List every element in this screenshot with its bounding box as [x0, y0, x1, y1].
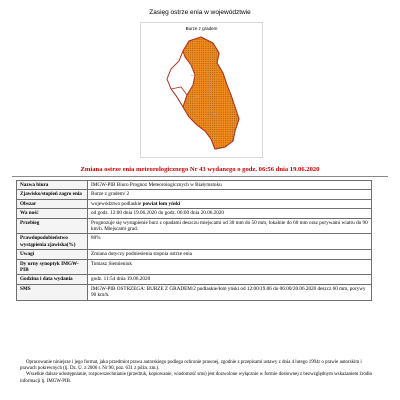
title-divider [12, 176, 388, 177]
row-value-area [88, 199, 372, 208]
warning-map [140, 22, 263, 158]
table-row [17, 181, 372, 190]
row-label-validity: Wa ność [17, 209, 88, 218]
row-value-issued: godz. 11:54 dnia 19.06.2020 [88, 275, 372, 284]
row-label-sms: SMS [17, 284, 88, 300]
table-row [17, 218, 372, 234]
table-row [17, 190, 372, 199]
table-row [17, 284, 372, 300]
copyright-paragraph: Opracowanie niniejsze i jego format, jako przedmiot prawa autorskiego podlega ochronie prawnej, zgodnie z przepisami ustawy z dnia 4 lutego 1994r o prawie autorskim i prawach pokrewnych (tj. Dz. U. z 2006 r. Nr 90, poz. 631 z późn. zm.). [20, 360, 362, 372]
copyright-notice [20, 360, 374, 385]
row-label-probability: Prawdopodobieństwo wystąpienia zjawiska(%) [17, 234, 88, 250]
map-label: Burze z gradem [185, 26, 218, 31]
warning-details-table [16, 180, 372, 301]
row-label-issued: Godzina i data wydania [17, 275, 88, 284]
row-label-remarks: Uwagi [17, 250, 88, 259]
row-value-office: IMGW-PIB Biuro Prognoz Meteorologicznych w Białymstoku [88, 181, 372, 190]
row-value-validity: od godz. 12:00 dnia 19.06.2020 do godz. 06:00 dnia 20.06.2020 [88, 209, 372, 218]
table-row [17, 209, 372, 218]
table-row [17, 250, 372, 259]
table-row [17, 275, 372, 284]
redistribution-paragraph: Wszelkie dalsze udostępnianie, rozpowszechnianie (przedruk, kopiowanie, wiadomość sms) jest dozwolone wyłącznie w formie dosłownej z bezwzględnym wskazaniem źródła informacji tj. IMGW-PIB. [20, 372, 372, 384]
row-value-phenomenon: Burze z gradem/ 2 [88, 190, 372, 199]
row-label-forecaster: Dy urny synoptyk IMGW-PIB [17, 259, 88, 275]
row-label-area: Obszar [17, 199, 88, 208]
map-title: Zasięg ostrze enia w województwie [149, 9, 251, 16]
warning-area-polygon [183, 37, 239, 149]
row-value-sms: IMGW-PIB OSTRZEGA: BURZE Z GRADEM/2 podlaskie/łom yński od 12:00/19.06 do 06:00/20.06.2020 deszcz 60 mm, porywy 90 km/h. [88, 284, 372, 300]
row-value-course: Prognozuje się wystąpienie burz z opadami deszczu miejscami od 30 mm do 50 mm, lokalnie do 60 mm oraz porywami wiatru do 90 km/h. Miejscami grad. [88, 218, 372, 234]
table-row [17, 259, 372, 275]
row-label-phenomenon: Zjawisko/stopień zagro enia [17, 190, 88, 199]
row-label-office: Nazwa biura [17, 181, 88, 190]
area-county: powiat łom yński [142, 200, 181, 207]
row-value-probability: 80% [88, 234, 372, 250]
row-label-course: Przebieg [17, 218, 88, 234]
warning-title: Zmiana ostrze enia meteorologicznego Nr 43 wydanego o godz. 06:56 dnia 19.06.2020 [80, 166, 320, 173]
table-row [17, 199, 372, 208]
area-voivodeship: województwo podlaskie [91, 200, 143, 207]
row-value-forecaster: Tomasz Siemieniuk [88, 259, 372, 275]
map-graphic [141, 23, 262, 157]
table-row [17, 234, 372, 250]
row-value-remarks: Zmiana dotyczy podniesienia stopnia ostrze enia [88, 250, 372, 259]
